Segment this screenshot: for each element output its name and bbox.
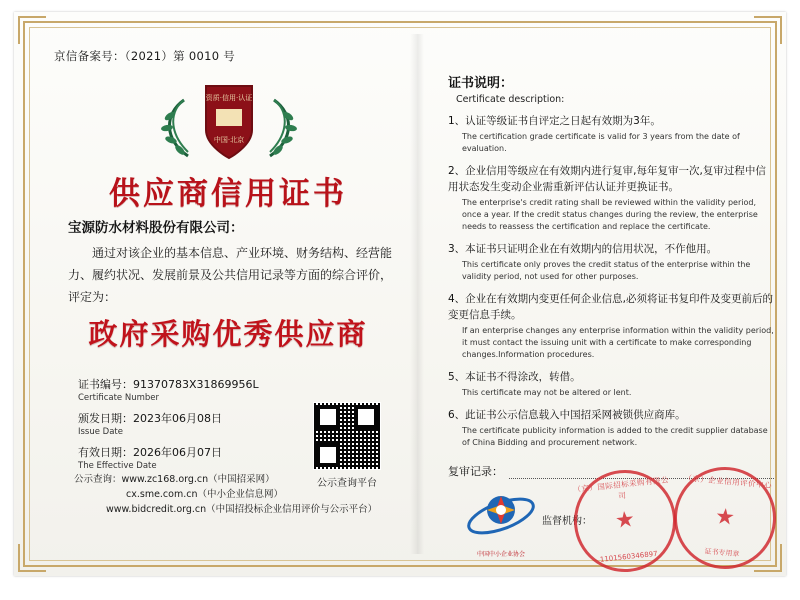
award-title: 政府采购优秀供应商 — [88, 317, 368, 351]
clause-4-cn: 4、企业在有效期内变更任何企业信息,必须将证书复印件及变更前后的变更信息手续。 — [448, 293, 774, 321]
certificate-sheet — [14, 12, 786, 576]
seal-1-star-icon: ★ — [613, 507, 637, 534]
corner-ornament-top-right — [754, 16, 782, 44]
link-item[interactable]: www.zc168.org.cn（中国招采网） — [121, 474, 275, 485]
body-paragraph: 通过对该企业的基本信息、产业环境、财务结构、经营能力、履约状况、发展前景及公共信用记录等方面的综合评价，评定为： — [68, 246, 393, 304]
corner-ornament-top-left — [18, 16, 46, 44]
clause-2-cn: 2、企业信用等级应在有效期内进行复审,每年复审一次,复审过程中信用状态发生变动企业需重新评估认证并更换证书。 — [448, 165, 766, 193]
verification-links — [74, 472, 404, 517]
meta-row — [78, 410, 298, 437]
seal-1-ring-text: （京）国际招标采购有限公司 — [572, 475, 670, 501]
seal-2-ring-text: （京）企业信用评价中心 — [683, 473, 773, 490]
links-label-line — [74, 472, 404, 487]
corner-ornament-bottom-left — [18, 544, 46, 572]
clause-5-en: This certificate may not be altered or lent. — [462, 388, 632, 397]
record-number: 京信备案号：（2021）第 0010 号 — [54, 49, 236, 63]
issuer-label: 监督机构： — [542, 516, 592, 527]
effective-date-cn: 有效日期：2026年06月07日 — [78, 446, 222, 459]
clause-2 — [448, 163, 774, 233]
svg-text:资质·信用·认证: 资质·信用·认证 — [205, 94, 253, 102]
meta-row — [78, 376, 298, 403]
certificate-title: 供应商信用证书 — [109, 176, 347, 212]
link-item-2[interactable]: cx.sme.com.cn（中小企业信息网） — [126, 489, 283, 500]
effective-date-en: The Effective Date — [78, 461, 157, 471]
clause-1-en: The certification grade certificate is valid for 3 years from the date of evaluation. — [462, 132, 740, 153]
clause-6 — [448, 407, 774, 449]
clause-4 — [448, 291, 774, 361]
clause-6-cn: 6、此证书公示信息载入中国招采网被锁供应商库。 — [448, 409, 686, 421]
seal-2-bottom-text: 证书专用章 — [704, 547, 740, 559]
clause-1-cn: 1、认证等级证书自评定之日起有效期为3年。 — [448, 115, 661, 127]
description-title: 证书说明： — [448, 76, 514, 91]
certificate-number-en: Certificate Number — [78, 393, 159, 403]
credit-emblem-icon — [154, 80, 304, 166]
clause-4-en: If an enterprise changes any enterprise information within the validity period, it must contact the issuing unit with a certificate to make corresponding changes.Information procedures. — [462, 326, 774, 359]
clause-1 — [448, 113, 774, 155]
qr-caption: 公示查询平台 — [317, 478, 377, 489]
certificate-meta — [78, 376, 298, 478]
clause-3-en: This certificate only proves the credit status of the enterprise within the validity period, not used for other purposes. — [462, 260, 751, 281]
review-label: 复审记录： — [448, 465, 503, 478]
certificate-number-cn: 证书编号：91370783X31869956L — [78, 378, 259, 391]
clause-5-cn: 5、本证书不得涂改，转借。 — [448, 371, 581, 383]
meta-row — [78, 444, 298, 471]
clause-2-en: The enterprise's credit rating shall be reviewed within the validity period, once a year. If the credit status changes during the review, the enterprise needs to reassess the certification and replace the certificate. — [462, 198, 758, 231]
clause-3-cn: 3、本证书只证明企业在有效期内的信用状况，不作他用。 — [448, 243, 718, 255]
left-column — [50, 72, 406, 552]
issue-date-cn: 颁发日期：2023年06月08日 — [78, 412, 222, 425]
qr-eye-bottom-left — [316, 443, 340, 467]
seal-2-star-icon: ★ — [714, 504, 736, 531]
association-logo-icon — [462, 482, 540, 556]
clause-3 — [448, 241, 774, 283]
association-logo-caption: 中国中小企业协会 — [476, 551, 525, 558]
clause-6-en: The certificate publicity information is added to the credit supplier database of China Bidding and procurement network. — [462, 426, 768, 447]
links-label: 公示查询： — [74, 474, 122, 485]
seal-1-bottom-text: 1101560346897 — [599, 549, 658, 564]
svg-text:中国·北京: 中国·北京 — [213, 136, 245, 144]
company-name: 宝源防水材料股份有限公司： — [68, 220, 244, 236]
issue-date-en: Issue Date — [78, 427, 123, 437]
qr-code-icon[interactable] — [313, 402, 381, 470]
link-item-3[interactable]: www.bidcredit.org.cn（中国招投标企业信用评价与公示平台） — [106, 504, 378, 515]
clause-5 — [448, 369, 774, 399]
description-column — [434, 72, 774, 479]
description-title-en: Certificate description: — [456, 94, 565, 105]
